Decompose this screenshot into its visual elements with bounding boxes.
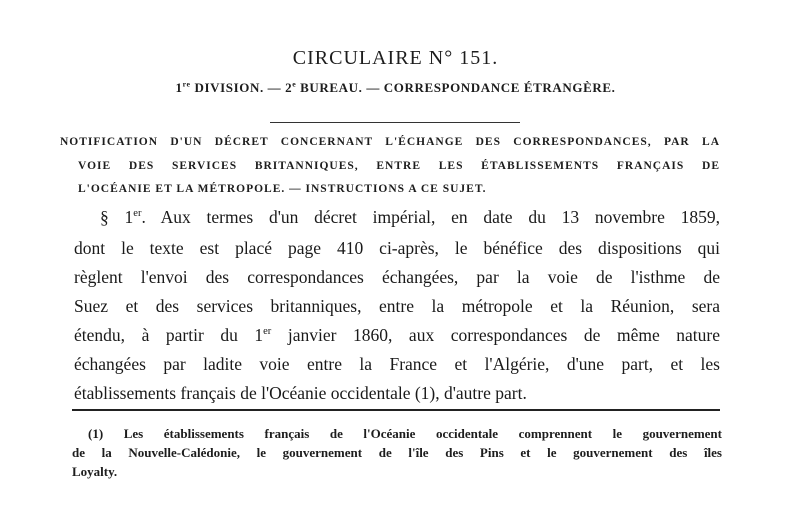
circular-title: CIRCULAIRE N° 151. (292, 47, 499, 69)
notice-line: NOTIFICATION D'UN DÉCRET CONCERNANT L'ÉCHANGE DES CORRESPONDANCES, PAR LA (60, 136, 720, 148)
footnote-line: Loyalty. (72, 464, 118, 479)
footnote-divider (72, 409, 720, 411)
date-superscript: er (263, 326, 272, 338)
section-superscript: er (133, 208, 142, 220)
body-line: établissements français de l'Océanie occidentale (1), d'autre part. (74, 383, 527, 403)
body-line: règlent l'envoi des correspondances échangées, par la voie de l'isthme de (74, 267, 720, 287)
section-number: § 1 (100, 207, 134, 227)
body-text: . Aux termes d'un décret impérial, en date du 13 novembre 1859, (141, 207, 720, 227)
division-superscript: re (182, 79, 191, 89)
body-text: étendu, à partir du 1 (74, 325, 264, 345)
body-line: échangées par ladite voie entre la France et l'Algérie, d'une part, et les (74, 354, 720, 374)
bureau-superscript: e (292, 79, 297, 89)
body-line (74, 325, 720, 346)
notice-line: VOIE DES SERVICES BRITANNIQUES, ENTRE LES ÉTABLISSEMENTS FRANÇAIS DE (78, 160, 720, 172)
body-line: Suez et des services britanniques, entre la métropole et la Réunion, sera (74, 296, 720, 316)
body-line: dont le texte est placé page 410 ci-après, le bénéfice des dispositions qui (74, 238, 720, 258)
body-line (100, 207, 720, 228)
header-divider (270, 122, 520, 123)
division-subtitle (0, 80, 791, 96)
bureau-number: 2 (285, 80, 293, 95)
bureau-label: BUREAU. — CORRESPONDANCE ÉTRANGÈRE. (296, 80, 616, 95)
division-number: 1 (175, 80, 183, 95)
notice-line: L'OCÉANIE ET LA MÉTROPOLE. — INSTRUCTIONS A CE SUJET. (78, 183, 487, 195)
footnote-line: de la Nouvelle-Calédonie, le gouvernement de l'île des Pins et le gouvernement des îles (72, 445, 722, 460)
division-label: DIVISION. — (190, 80, 286, 95)
body-text: janvier 1860, aux correspondances de même nature (271, 325, 721, 345)
footnote-line: (1) Les établissements français de l'Océanie occidentale comprennent le gouvernement (88, 426, 722, 441)
